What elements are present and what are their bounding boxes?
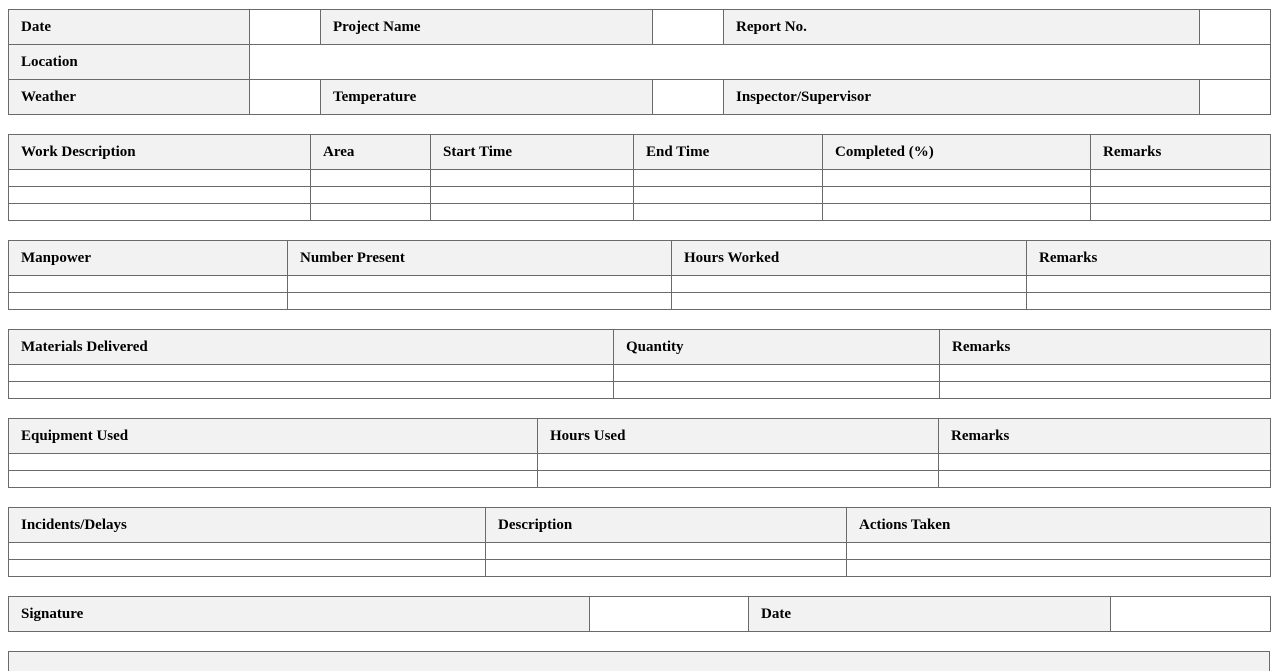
incidents-header-row xyxy=(9,508,1271,543)
quantity-header: Quantity xyxy=(614,330,940,365)
table-row xyxy=(9,543,1271,560)
table-row xyxy=(9,560,1271,577)
work-table xyxy=(8,134,1271,221)
header-row-weather xyxy=(9,80,1271,115)
table-cell[interactable] xyxy=(939,454,1271,471)
signoff-row xyxy=(9,597,1271,632)
materials-header-row xyxy=(9,330,1271,365)
table-cell[interactable] xyxy=(9,170,311,187)
table-row xyxy=(9,382,1271,399)
table-cell[interactable] xyxy=(9,560,486,577)
signature-label: Signature xyxy=(9,597,590,632)
table-cell[interactable] xyxy=(288,293,672,310)
table-row xyxy=(9,293,1271,310)
table-cell[interactable] xyxy=(823,187,1091,204)
date-label: Date xyxy=(9,10,250,45)
header-row-location xyxy=(9,45,1271,80)
table-cell[interactable] xyxy=(1027,276,1271,293)
work-header-row xyxy=(9,135,1271,170)
end-time-header: End Time xyxy=(634,135,823,170)
signoff-date-label: Date xyxy=(749,597,1111,632)
manpower-header: Manpower xyxy=(9,241,288,276)
cutoff-table-edge xyxy=(8,651,1270,671)
incidents-table xyxy=(8,507,1271,577)
table-cell[interactable] xyxy=(672,293,1027,310)
table-cell[interactable] xyxy=(634,187,823,204)
manpower-table xyxy=(8,240,1271,310)
table-cell[interactable] xyxy=(9,365,614,382)
table-cell[interactable] xyxy=(1027,293,1271,310)
location-label: Location xyxy=(9,45,250,80)
table-cell[interactable] xyxy=(672,276,1027,293)
signoff-table xyxy=(8,596,1271,632)
table-cell[interactable] xyxy=(1091,204,1271,221)
signoff-date-field[interactable] xyxy=(1111,597,1271,632)
table-cell[interactable] xyxy=(939,471,1271,488)
completed-header: Completed (%) xyxy=(823,135,1091,170)
table-cell[interactable] xyxy=(634,204,823,221)
number-present-header: Number Present xyxy=(288,241,672,276)
table-row xyxy=(9,187,1271,204)
materials-delivered-header: Materials Delivered xyxy=(9,330,614,365)
start-time-header: Start Time xyxy=(431,135,634,170)
table-cell[interactable] xyxy=(614,365,940,382)
table-cell[interactable] xyxy=(9,543,486,560)
table-cell[interactable] xyxy=(9,187,311,204)
work-description-header: Work Description xyxy=(9,135,311,170)
table-cell[interactable] xyxy=(634,170,823,187)
table-cell[interactable] xyxy=(311,170,431,187)
manpower-header-row xyxy=(9,241,1271,276)
table-cell[interactable] xyxy=(431,170,634,187)
table-cell[interactable] xyxy=(823,204,1091,221)
inspector-field[interactable] xyxy=(1200,80,1271,115)
table-row xyxy=(9,454,1271,471)
temperature-field[interactable] xyxy=(653,80,724,115)
table-cell[interactable] xyxy=(538,471,939,488)
inspector-label: Inspector/Supervisor xyxy=(724,80,1200,115)
table-cell[interactable] xyxy=(1091,187,1271,204)
location-field[interactable] xyxy=(250,45,1271,80)
date-field[interactable] xyxy=(250,10,321,45)
equipment-used-header: Equipment Used xyxy=(9,419,538,454)
table-cell[interactable] xyxy=(847,560,1271,577)
table-row xyxy=(9,276,1271,293)
table-cell[interactable] xyxy=(9,293,288,310)
table-cell[interactable] xyxy=(9,276,288,293)
temperature-label: Temperature xyxy=(321,80,653,115)
table-cell[interactable] xyxy=(940,365,1271,382)
table-cell[interactable] xyxy=(9,382,614,399)
table-cell[interactable] xyxy=(486,543,847,560)
area-header: Area xyxy=(311,135,431,170)
incidents-delays-header: Incidents/Delays xyxy=(9,508,486,543)
table-cell[interactable] xyxy=(9,454,538,471)
materials-remarks-header: Remarks xyxy=(940,330,1271,365)
daily-report-form xyxy=(8,9,1270,671)
table-cell[interactable] xyxy=(431,187,634,204)
hours-used-header: Hours Used xyxy=(538,419,939,454)
project-name-label: Project Name xyxy=(321,10,653,45)
table-cell[interactable] xyxy=(823,170,1091,187)
table-cell[interactable] xyxy=(486,560,847,577)
hours-worked-header: Hours Worked xyxy=(672,241,1027,276)
table-cell[interactable] xyxy=(614,382,940,399)
report-no-label: Report No. xyxy=(724,10,1200,45)
table-cell[interactable] xyxy=(288,276,672,293)
materials-table xyxy=(8,329,1271,399)
actions-taken-header: Actions Taken xyxy=(847,508,1271,543)
project-name-field[interactable] xyxy=(653,10,724,45)
table-cell[interactable] xyxy=(847,543,1271,560)
table-cell[interactable] xyxy=(311,187,431,204)
table-cell[interactable] xyxy=(538,454,939,471)
table-cell[interactable] xyxy=(311,204,431,221)
table-row xyxy=(9,170,1271,187)
table-cell[interactable] xyxy=(9,204,311,221)
header-row-date xyxy=(9,10,1271,45)
report-header-table xyxy=(8,9,1271,115)
equipment-table xyxy=(8,418,1271,488)
description-header: Description xyxy=(486,508,847,543)
table-cell[interactable] xyxy=(1091,170,1271,187)
equipment-header-row xyxy=(9,419,1271,454)
signature-field[interactable] xyxy=(590,597,749,632)
table-cell[interactable] xyxy=(9,471,538,488)
table-cell[interactable] xyxy=(431,204,634,221)
table-cell[interactable] xyxy=(940,382,1271,399)
table-row xyxy=(9,471,1271,488)
report-no-field[interactable] xyxy=(1200,10,1271,45)
equipment-remarks-header: Remarks xyxy=(939,419,1271,454)
weather-field[interactable] xyxy=(250,80,321,115)
table-row xyxy=(9,365,1271,382)
weather-label: Weather xyxy=(9,80,250,115)
manpower-remarks-header: Remarks xyxy=(1027,241,1271,276)
table-row xyxy=(9,204,1271,221)
work-remarks-header: Remarks xyxy=(1091,135,1271,170)
